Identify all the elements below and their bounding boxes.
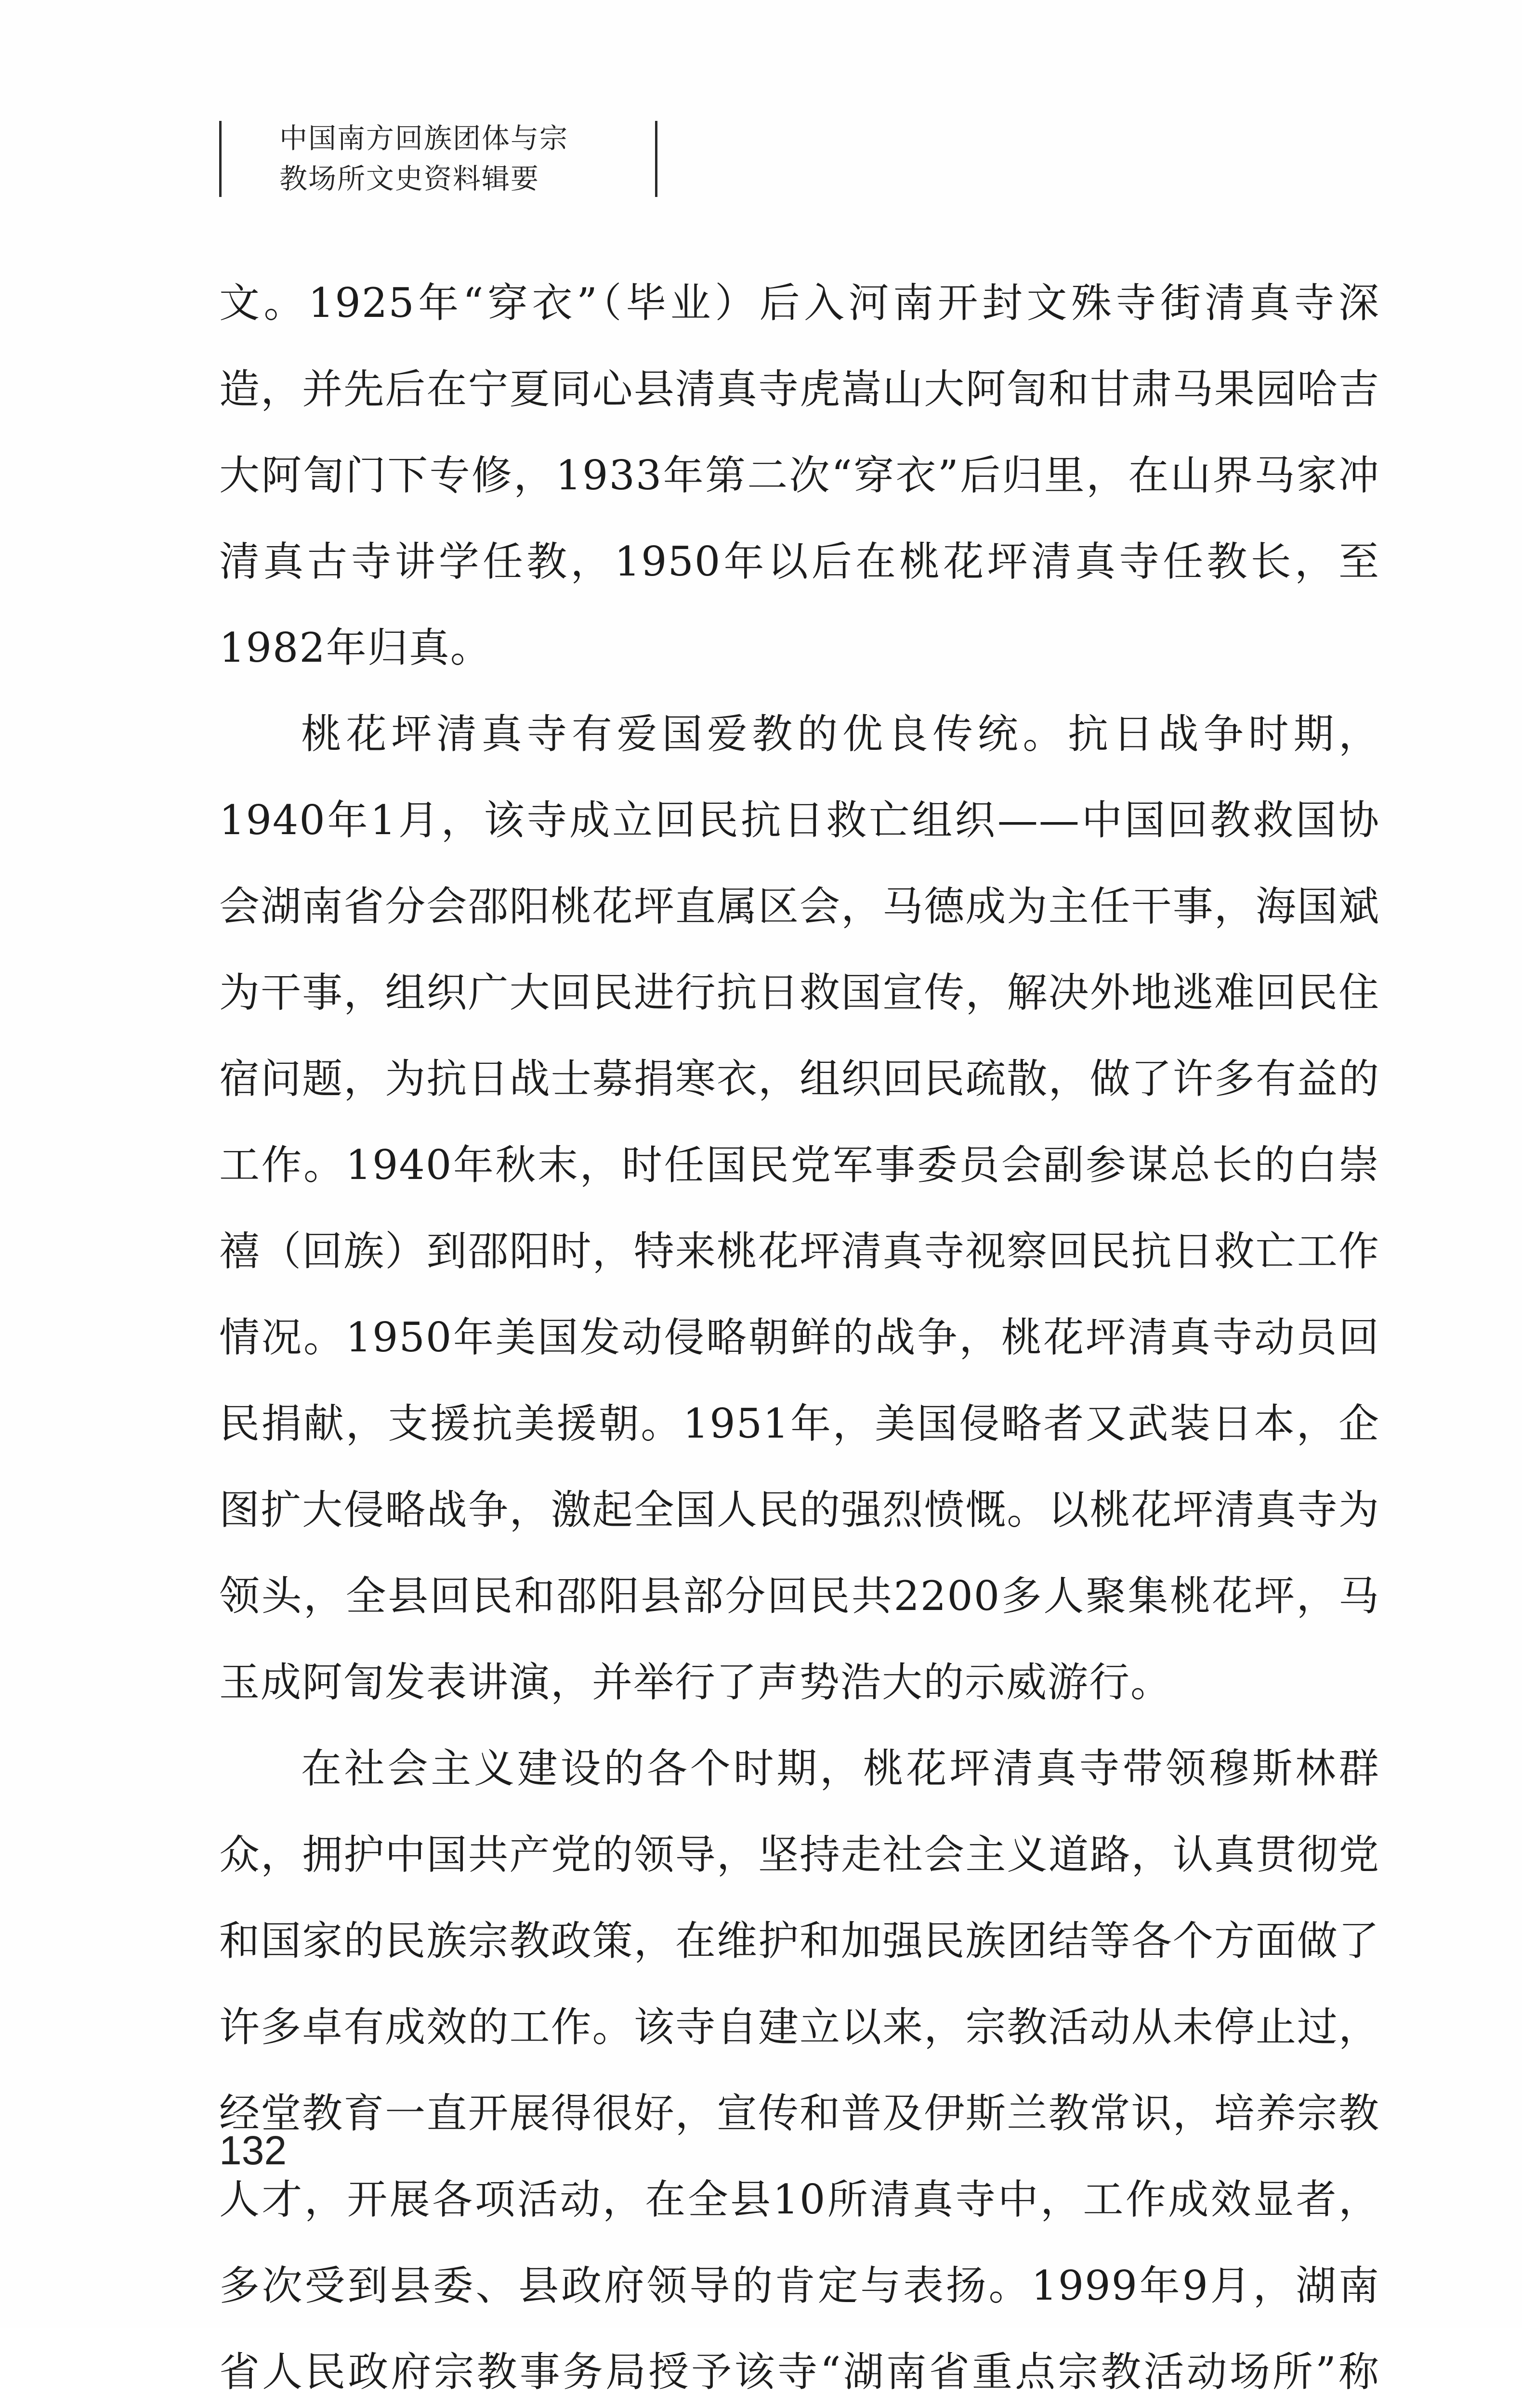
paragraph-3: 在社会主义建设的各个时期，桃花坪清真寺带领穆斯林群众，拥护中国共产党的领导，坚持走社会主义道路，认真贯彻党和国家的民族宗教政策，在维护和加强民族团结等各个方面做了许多卓有成效的工作。该寺自建立以来，宗教活动从未停止过，经堂教育一直开展得很好，宣传和普及伊斯兰教常识，培养宗教人才，开展各项活动，在全县10所清真寺中，工作成效显者，多次受到县委、县政府领导的肯定与表扬。1999年9月，湖南省人民政府宗教事务局授予该寺“湖南省重点宗教活动场所”称: [219, 1745, 1380, 2395]
paragraph-1: 文。1925年“穿衣”（毕业）后入河南开封文殊寺街清真寺深造，并先后在宁夏同心县清真寺虎嵩山大阿訇和甘肃马果园哈吉大阿訇门下专修，1933年第二次“穿衣”后归里，在山界马家冲清真古寺讲学任教，1950年以后在桃花坪清真寺任教长，至1982年归真。: [219, 279, 1380, 671]
header-title: [279, 118, 645, 199]
header-rule-right: [655, 121, 657, 197]
header-rule-left: [219, 121, 222, 197]
body-text: [219, 260, 1380, 2408]
page-number: 132: [219, 2128, 287, 2173]
running-header: [219, 118, 667, 200]
paragraph-2: 桃花坪清真寺有爱国爱教的优良传统。抗日战争时期，1940年1月，该寺成立回民抗日救亡组织——中国回教救国协会湖南省分会邵阳桃花坪直属区会，马德成为主任干事，海国斌为干事，组织广大回民进行抗日救国宣传，解决外地逃难回民住宿问题，为抗日战士募捐寒衣，组织回民疏散，做了许多有益的工作。1940年秋末，时任国民党军事委员会副参谋总长的白崇禧（回族）到邵阳时，特来桃花坪清真寺视察回民抗日救亡工作情况。1950年美国发动侵略朝鲜的战争，桃花坪清真寺动员回民捐献，支援抗美援朝。1951年，美国侵略者又武装日本，企图扩大侵略战争，激起全国人民的强烈愤慨。以桃花坪清真寺为领头，全县回民和邵阳县部分回民共2200多人聚集桃花坪，马玉成阿訇发表讲演，并举行了声势浩大的示威游行。: [219, 710, 1380, 1706]
header-title-line-1: 中国南方回族团体与宗: [279, 122, 569, 155]
header-title-line-2: 教场所文史资料辑要: [279, 162, 540, 195]
